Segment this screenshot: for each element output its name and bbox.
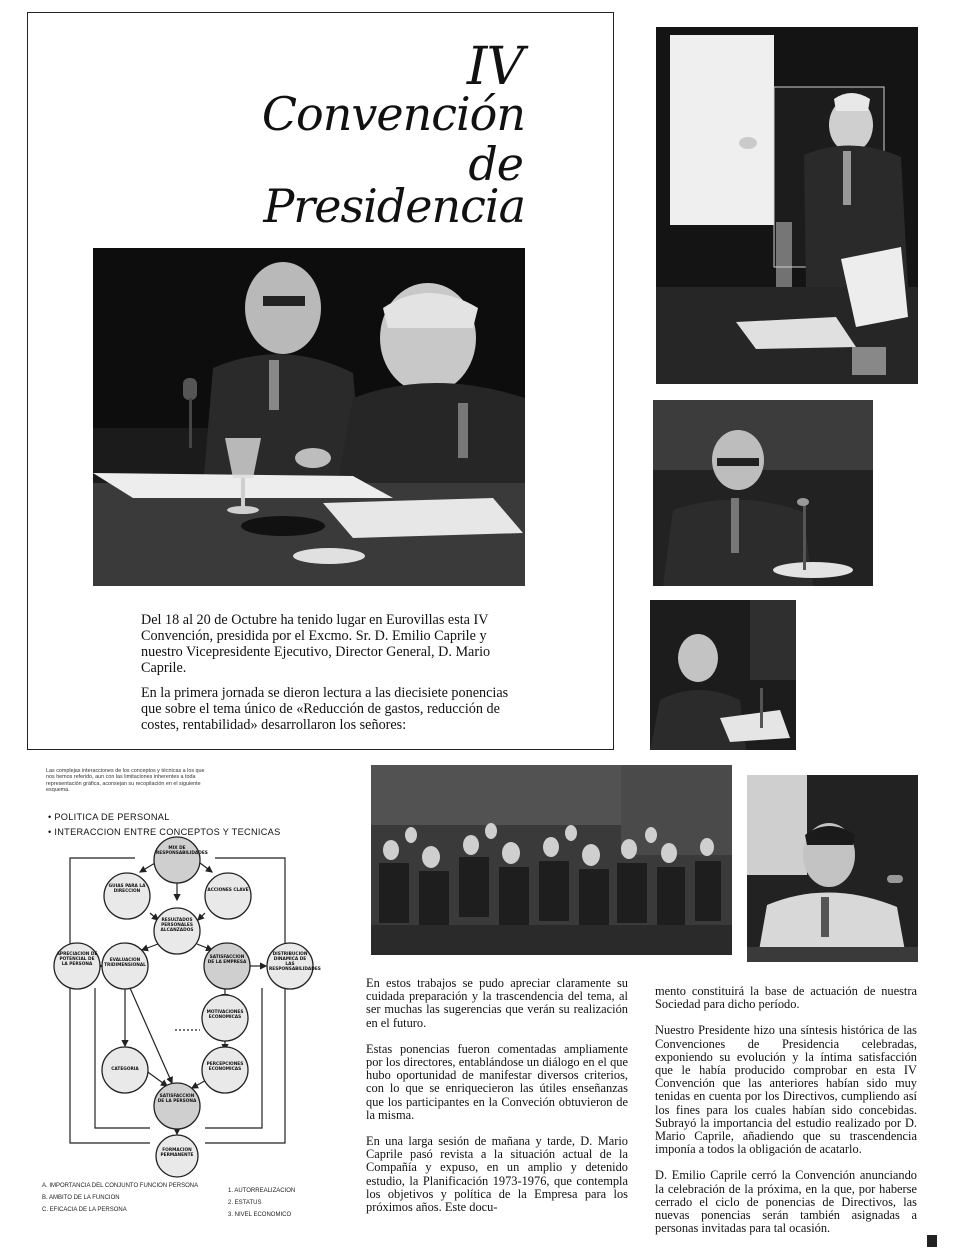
legend-item: 3. NIVEL ECONOMICO — [228, 1212, 292, 1218]
legend-item: B. AMBITO DE LA FUNCION — [42, 1195, 120, 1201]
title-line-1: IV — [466, 37, 523, 97]
photo-speaker-flipchart — [656, 27, 918, 384]
legend-item: C. EFICACIA DE LA PERSONA — [42, 1207, 127, 1213]
node-distribucion: DISTRIBUCION DINAMICA DE LAS RESPONSABILIDADES — [269, 952, 321, 972]
node-acciones: ACCIONES CLAVE — [207, 888, 249, 893]
photo-man-microphone — [747, 775, 918, 962]
paragraph: mento constituirá la base de actuación de nuestra Sociedad para dicho período. — [655, 984, 917, 1012]
intro-text-1: Del 18 al 20 de Octubre ha tenido lugar en Eurovillas esta IV Convención, presidida por el Excmo. Sr. D. Emilio Caprile y nuestro Vicepresidente Ejecutivo, Director General, D. Mario Caprile. — [141, 612, 491, 676]
diagram-heading-2: • INTERACCION ENTRE CONCEPTOS Y TECNICAS — [48, 827, 281, 837]
node-satisfaccion-empresa: SATISFACCION DE LA EMPRESA — [207, 955, 247, 965]
photo-audience — [371, 765, 732, 955]
node-categoria: CATEGORIA — [111, 1067, 139, 1072]
node-motivaciones: MOTIVACIONES ECONOMICAS — [206, 1010, 244, 1020]
paragraph: Nuestro Presidente hizo una síntesis histórica de las Convenciones de Presidencia celebradas, exponiendo su evolución y la íntima satisfacción que le había producido comprobar en esta IV Convención que las anteriores habían sido muy tenidas en cuenta por los Directivos, cumpliendo así los fines para los cuales habían sido concebidas. Subrayó la importancia del estudio realizado por D. Mario Caprile, añadiendo que su trascendencia imponía a todos la obligación de acatarlo. — [655, 1023, 917, 1157]
title-line-4: Presidencia — [263, 179, 525, 233]
node-formacion: FORMACION PERMANENTE — [160, 1148, 194, 1158]
node-satisfaccion-persona: SATISFACCION DE LA PERSONA — [157, 1094, 197, 1104]
photo-man-reading — [650, 600, 796, 750]
text-column-1 — [366, 977, 628, 1227]
title-line-2: Convención — [261, 87, 525, 141]
node-percepciones: PERCEPCIONES ECONOMICAS — [206, 1062, 244, 1072]
paragraph: En una larga sesión de mañana y tarde, D. Mario Caprile pasó revista a la situación actual de la Compañía y expuso, en un amplio y detenido estudio, la Planificación 1973-1976, que contempla los objetivos y política de la Empresa para los próximos años. Este docu- — [366, 1134, 628, 1215]
diagram-heading-1: • POLITICA DE PERSONAL — [48, 812, 170, 822]
paragraph: Estas ponencias fueron comentadas ampliamente por los directores, entablándose un diálogo en el que hubo oportunidad de manifestar diversos criterios, con lo que se enriquecieron las útiles enseñanzas que los participantes en la Conveción obtuvieron de la misma. — [366, 1041, 628, 1122]
diagram-note: Las complejas interacciones de los conceptos y técnicas a los que nos hemos referido, aun con las limitaciones inherentes a toda representación gráfica, aconsejan su recopilación en el siguiente esquema. — [46, 768, 205, 793]
legend-item: 2. ESTATUS — [228, 1200, 262, 1206]
legend-right — [228, 1188, 338, 1224]
legend-left — [42, 1183, 222, 1219]
paragraph: En estos trabajos se pudo apreciar claramente su cuidada preparación y la trascendencia del tema, al ser muchas las sugerencias que verán su realización en el futuro. — [366, 976, 628, 1030]
title-line-3: de — [468, 137, 523, 191]
text-column-2 — [655, 985, 917, 1248]
concepts-diagram — [40, 838, 340, 1178]
node-mix: MIX DE RESPONSABILIDADES — [156, 846, 208, 856]
photo-presidency-table — [93, 248, 525, 586]
photo-speaker-glasses — [653, 400, 873, 586]
node-apreciacion: APRECIACION DE POTENCIAL DE LA PERSONA — [56, 952, 98, 967]
node-resultados: RESULTADOS PERSONALES ALCANZADOS — [160, 918, 194, 933]
intro-paragraph-1 — [141, 612, 521, 684]
intro-text-2: En la primera jornada se dieron lectura a las diecisiete ponencias que sobre el tema único de «Reducción de gastos, reducción de costes, rentabilidad» desarrollaron los señores: — [141, 685, 509, 733]
paragraph: D. Emilio Caprile cerró la Convención anunciando la celebración de la próxima, en la que, por haberse cerrado el ciclo de ponencias de Directivos, las nuevas ponencias serán también asignadas a personas invitadas para tal ocasión. — [655, 1168, 917, 1236]
legend-item: 1. AUTORREALIZACION — [228, 1188, 296, 1194]
node-evaluacion: EVALUACION TRIDIMENSIONAL — [104, 958, 146, 968]
node-guias: GUIAS PARA LA DIRECCION — [108, 884, 146, 894]
intro-paragraph-2 — [141, 685, 521, 741]
legend-item: A. IMPORTANCIA DEL CONJUNTO FUNCION PERSONA — [42, 1183, 199, 1189]
page-corner-mark — [927, 1235, 937, 1247]
